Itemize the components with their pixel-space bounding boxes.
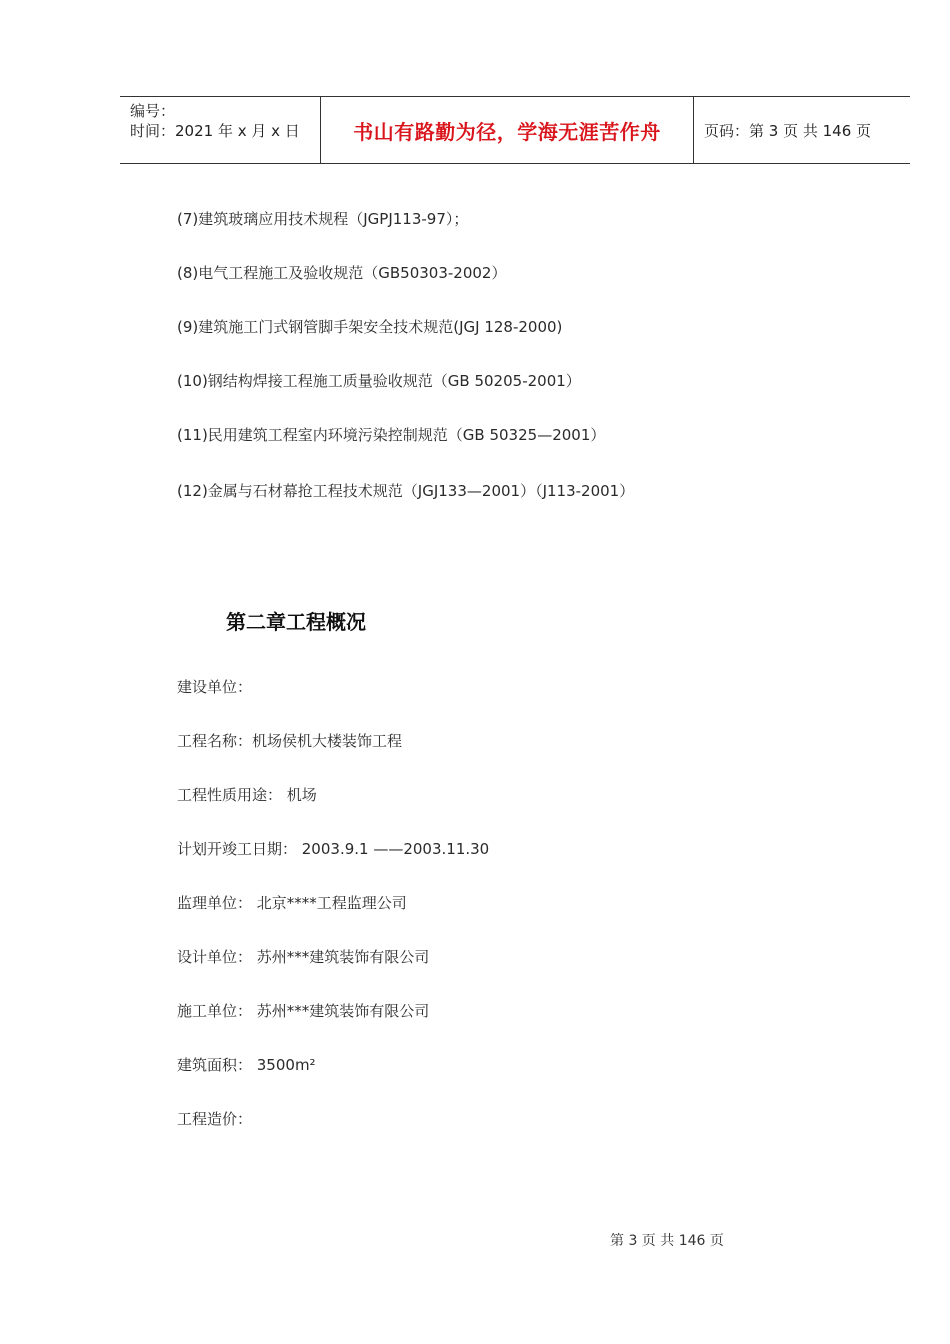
project-info-line: 设计单位： 苏州***建筑装饰有限公司: [177, 948, 430, 966]
header-motto: 书山有路勤为径，学海无涯苦作舟: [321, 97, 694, 163]
standard-item: (12)金属与石材幕抢工程技术规范（JGJ133—2001）（J113-2001）: [177, 482, 635, 500]
header-code-label: 编号：: [130, 102, 176, 120]
project-info-line: 计划开竣工日期： 2003.9.1 ——2003.11.30: [177, 840, 490, 858]
project-info-line: 建设单位：: [177, 678, 253, 696]
project-info-line: 建筑面积： 3500m²: [177, 1056, 316, 1074]
project-info-line: 工程名称：机场侯机大楼装饰工程: [177, 732, 403, 750]
standard-item: (10)钢结构焊接工程施工质量验收规范（GB 50205-2001）: [177, 372, 581, 390]
header-left-cell: [120, 97, 321, 163]
header-page-info: 页码：第 3 页 共 146 页: [704, 121, 872, 140]
chapter-title: 第二章工程概况: [226, 610, 366, 634]
standard-item: (8)电气工程施工及验收规范（GB50303-2002）: [177, 264, 507, 282]
project-info-line: 工程性质用途： 机场: [177, 786, 317, 804]
standard-item: (11)民用建筑工程室内环境污染控制规范（GB 50325—2001）: [177, 426, 606, 444]
project-info-line: 工程造价：: [177, 1110, 253, 1128]
page-footer: 第 3 页 共 146 页: [610, 1233, 724, 1249]
project-info-line: 监理单位： 北京****工程监理公司: [177, 894, 407, 912]
project-info-line: 施工单位： 苏州***建筑装饰有限公司: [177, 1002, 430, 1020]
standard-item: (9)建筑施工门式钢管脚手架安全技术规范(JGJ 128-2000): [177, 318, 563, 336]
header-time-label: 时间：2021 年 x 月 x 日: [130, 122, 300, 140]
standard-item: (7)建筑玻璃应用技术规程（JGPJ113-97）；: [177, 210, 469, 228]
page-header: [120, 96, 910, 164]
